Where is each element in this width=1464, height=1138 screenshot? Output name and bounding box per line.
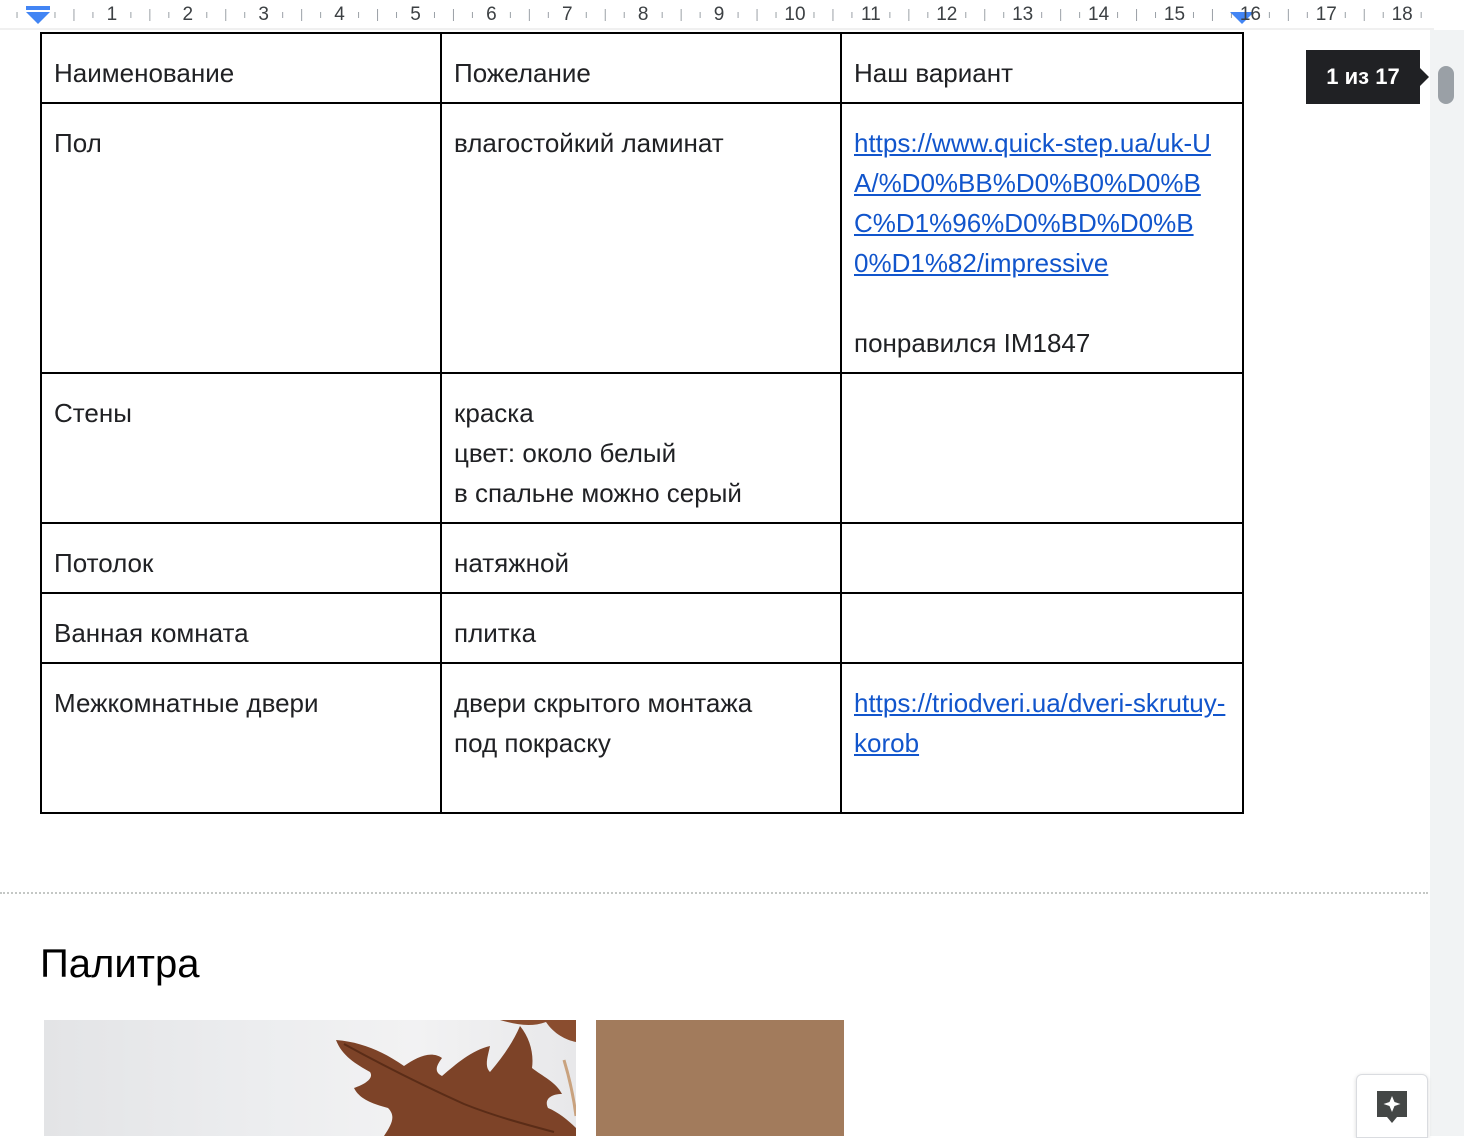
page-indicator-pointer (1420, 68, 1429, 86)
row-variant-cell (841, 103, 1243, 373)
wish-line: двери скрытого монтажа (454, 688, 753, 718)
ruler-number: 7 (562, 4, 573, 25)
explore-sparkle-icon (1375, 1089, 1409, 1123)
row-variant-cell[interactable] (841, 593, 1243, 663)
scrollbar-thumb[interactable] (1438, 66, 1454, 104)
ruler-number: 11 (861, 4, 881, 25)
triodveri-link[interactable]: https://triodveri.ua/dveri-skrutuy-korob (854, 688, 1226, 758)
color-swatch[interactable] (596, 1020, 844, 1136)
ruler-number: 16 (1239, 4, 1261, 25)
ruler-number: 13 (1012, 4, 1034, 25)
row-wish-cell (441, 593, 841, 663)
row-name-cell: Стены (41, 373, 441, 523)
autumn-leaf-image (44, 1020, 576, 1136)
page-break-divider (0, 892, 1428, 894)
wish-line: краска (454, 398, 534, 428)
left-indent-marker[interactable] (26, 12, 50, 24)
ruler-number: 3 (258, 4, 269, 25)
quick-step-link[interactable]: https://www.quick-step.ua/uk-UA/%D0%BB%D0%B0%D0%BC%D1%96%D0%BD%D0%B0%D1%82/impressive (854, 128, 1211, 278)
ruler-number: 2 (182, 4, 194, 25)
wish-line: плитка (454, 618, 537, 648)
row-variant-cell[interactable] (841, 373, 1243, 523)
ruler-number: 1 (106, 4, 118, 25)
row-name-cell: Межкомнатные двери (41, 663, 441, 813)
ruler-number: 4 (334, 4, 345, 25)
table-row (41, 103, 1243, 373)
ruler-number: 18 (1391, 4, 1413, 25)
first-line-indent-marker[interactable] (26, 6, 50, 10)
ruler-number: 14 (1088, 4, 1110, 25)
header-cell-wish: Пожелание (441, 33, 841, 103)
document-page[interactable] (0, 30, 1430, 1136)
wish-line: влагостойкий ламинат (454, 128, 724, 158)
header-cell-name: Наименование (41, 33, 441, 103)
row-name-cell: Ванная комната (41, 593, 441, 663)
table-row (41, 373, 1243, 523)
ruler-number: 6 (486, 4, 497, 25)
table-row (41, 663, 1243, 813)
blank-line (854, 283, 1230, 323)
table-row (41, 593, 1243, 663)
table-row (41, 523, 1243, 593)
row-name-cell: Потолок (41, 523, 441, 593)
requirements-table (40, 32, 1244, 814)
wish-line: в спальне можно серый (454, 478, 742, 508)
ruler-number: 15 (1163, 4, 1186, 25)
ruler-number: 10 (784, 4, 806, 25)
row-wish-cell (441, 103, 841, 373)
wish-line: под покраску (454, 728, 611, 758)
row-wish-cell (441, 373, 841, 523)
ruler-number: 12 (936, 4, 958, 25)
palette-heading: Палитра (40, 942, 200, 986)
ruler-number: 5 (410, 4, 421, 25)
row-wish-cell (441, 523, 841, 593)
variant-note: понравился IM1847 (854, 328, 1091, 358)
ruler-number: 8 (637, 4, 649, 25)
page-indicator: 1 из 17 (1306, 50, 1420, 104)
leaf-photo[interactable] (44, 1020, 576, 1136)
row-variant-cell (841, 663, 1243, 813)
header-cell-variant: Наш вариант (841, 33, 1243, 103)
wish-line: цвет: около белый (454, 438, 677, 468)
row-name-cell: Пол (41, 103, 441, 373)
row-wish-cell (441, 663, 841, 813)
table-header-row (41, 33, 1243, 103)
ruler-number: 9 (713, 4, 725, 25)
wish-line: натяжной (454, 548, 569, 578)
row-variant-cell[interactable] (841, 523, 1243, 593)
explore-button[interactable] (1356, 1074, 1428, 1138)
horizontal-ruler[interactable] (0, 0, 1434, 30)
ruler-number: 17 (1315, 4, 1337, 25)
scrollbar-track[interactable] (1430, 30, 1464, 1136)
